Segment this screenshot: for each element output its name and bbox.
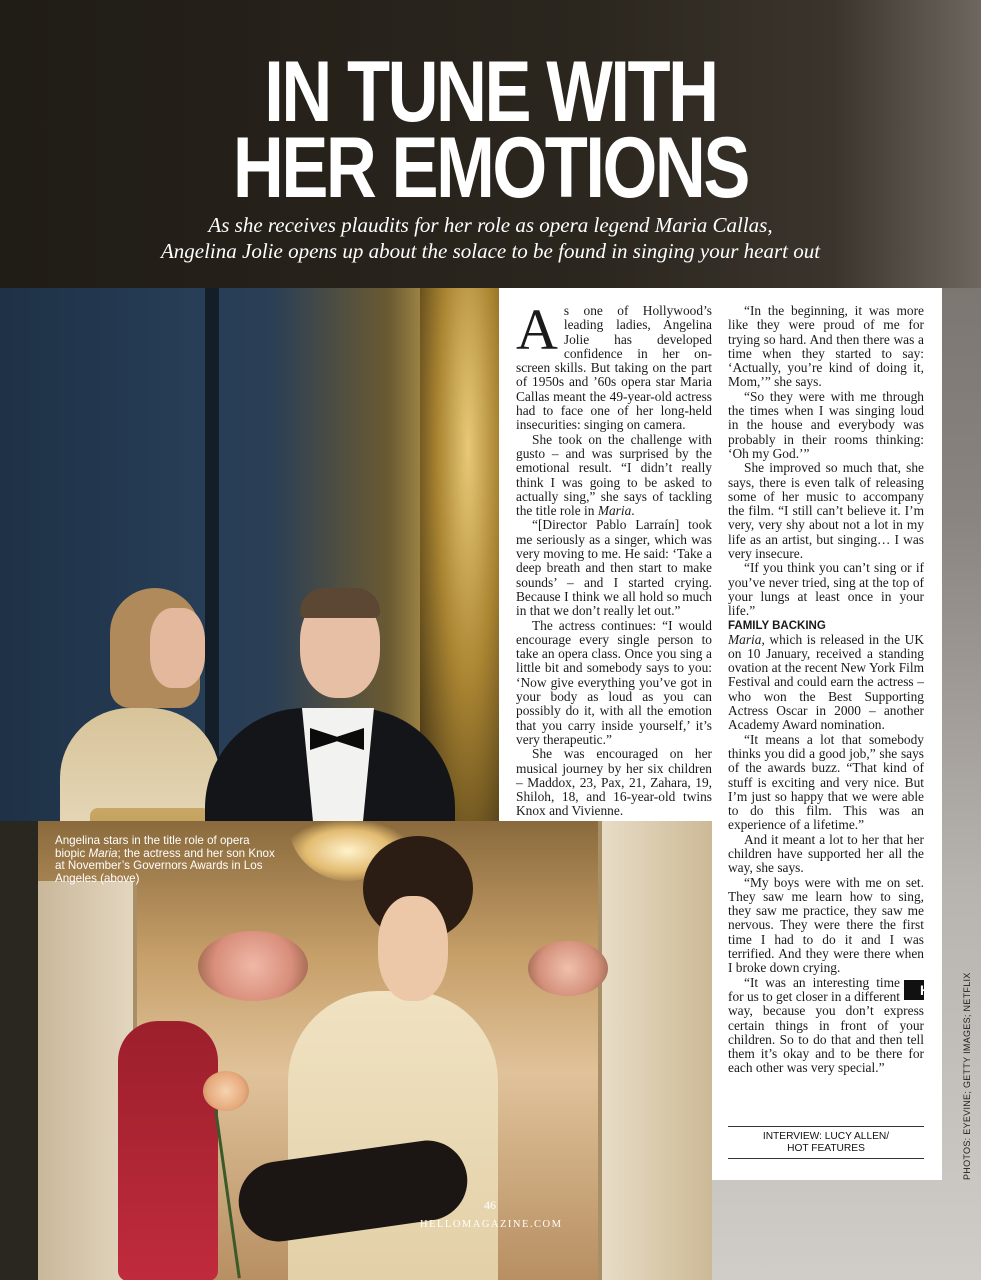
article-column-2: [728, 303, 931, 1076]
paragraph: She took on the challenge with gusto – and was surprised by the emotional result. “I didn’t really think I was going to be asked to actually sing,” she says of tackling the title role in Maria.: [516, 431, 712, 519]
paragraph: Maria, which is released in the UK on 10 January, received a standing ovation at the recent New York Film Festival and could earn the actress – who won the Best Supporting Actress Oscar in 2000 – another Academy Award nomination.: [728, 631, 924, 733]
paragraph: As one of Hollywood’s leading ladies, Angelina Jolie has developed confidence in her on-screen skills. But taking on the part of 1950s and ’60s opera star Maria Callas meant the 49-year-old actress had to face one of her long-held insecurities: singing on camera.: [516, 297, 712, 433]
paragraph: And it meant a lot to her that her children have supported her all the way, she says.: [728, 831, 924, 876]
standfirst: [0, 212, 981, 264]
subhead: FAMILY BACKING: [728, 619, 826, 632]
paragraph: “My boys were with me on set. They saw me learn how to sing, they saw me practice, they saw me nervous. They were there the first time I had to do it and I was terrified. And they were there when I broke down crying.: [728, 874, 924, 976]
standfirst-line-1: As she receives plaudits for her role as opera legend Maria Callas,: [208, 213, 773, 237]
page-number: 46: [484, 1198, 496, 1212]
paragraph: H “It was an interesting time for us to get closer in a different way, because you don’t express certain things in front of your children. So to do that and then tell them it’s okay and to be there for each other was very special.”: [728, 974, 931, 1076]
paragraph: She was encouraged on her musical journey by her six children – Maddox, 23, Pax, 21, Zahara, 19, Shiloh, 18, and 16-year-old twins Knox and Vivienne.: [516, 746, 712, 819]
paragraph: The actress continues: “I would encourage every single person to take an opera class. Once you sing a little bit and somebody says to you: ‘Now give everything you’ve got in your body as loud as you can possibly do it, with all the emotion that you carry inside yourself,’ it’s very therapeutic.”: [516, 617, 712, 747]
oscar-statue: [420, 288, 499, 821]
rose: [203, 1071, 249, 1111]
paragraph: She improved so much that, she says, there is even talk of releasing some of her music to accompany the film. “I still can’t believe it. I’m very, very shy about not a lot in my life as an artist, but singing… I was very insecure.: [728, 460, 924, 562]
photo-red-carpet: [0, 288, 499, 821]
paragraph: “[Director Pablo Larraín] took me seriously as a singer, which was very moving to me. He said: ‘Take a deep breath and then start to make sounds’ – and I started crying. Because I think we all hold so much in that we don’t really let out.”: [516, 517, 712, 619]
headline-line-1: IN TUNE WITH: [264, 44, 717, 140]
standfirst-line-2: Angelina Jolie opens up about the solace to be found in singing your heart out: [160, 239, 821, 263]
paragraph: “If you think you can’t sing or if you’ve never tried, sing at the top of your lungs at least once in your life.”: [728, 560, 924, 619]
paragraph: “So they were with me through the times when I was singing loud in the house and everybody was probably in their rooms thinking: ‘Oh my God.’”: [728, 388, 924, 461]
paragraph: “In the beginning, it was more like they were proud of me for trying so hard. And then there was a time when they started to say: ‘Actually, you’re kind of doing it, Mom,’” she says.: [728, 303, 924, 390]
photo-film-still: [38, 821, 712, 1280]
folio: [420, 1198, 563, 1232]
drop-cap: A: [516, 297, 558, 362]
end-mark-icon: H: [904, 980, 924, 1000]
photo-caption: Angelina stars in the title role of opera biopic Maria; the actress and her son Knox at November’s Governors Awards in Los Angeles (above): [55, 834, 275, 885]
headline-line-2: HER EMOTIONS: [232, 120, 748, 216]
article-column-1: [516, 297, 712, 819]
paragraph: “It means a lot that somebody thinks you did a good job,” she says of the awards buzz. “That kind of stuff is exciting and very nice. But I’m just so happy that we were able to do this film. This was an experience of a lifetime.”: [728, 731, 924, 833]
header-band: [0, 0, 981, 288]
interview-credit: INTERVIEW: LUCY ALLEN/ HOT FEATURES: [728, 1126, 924, 1159]
site-url: HELLOMAGAZINE.COM: [420, 1219, 563, 1230]
photo-credit: PHOTOS: EYEVINE; GETTY IMAGES; NETFLIX: [962, 972, 972, 1180]
